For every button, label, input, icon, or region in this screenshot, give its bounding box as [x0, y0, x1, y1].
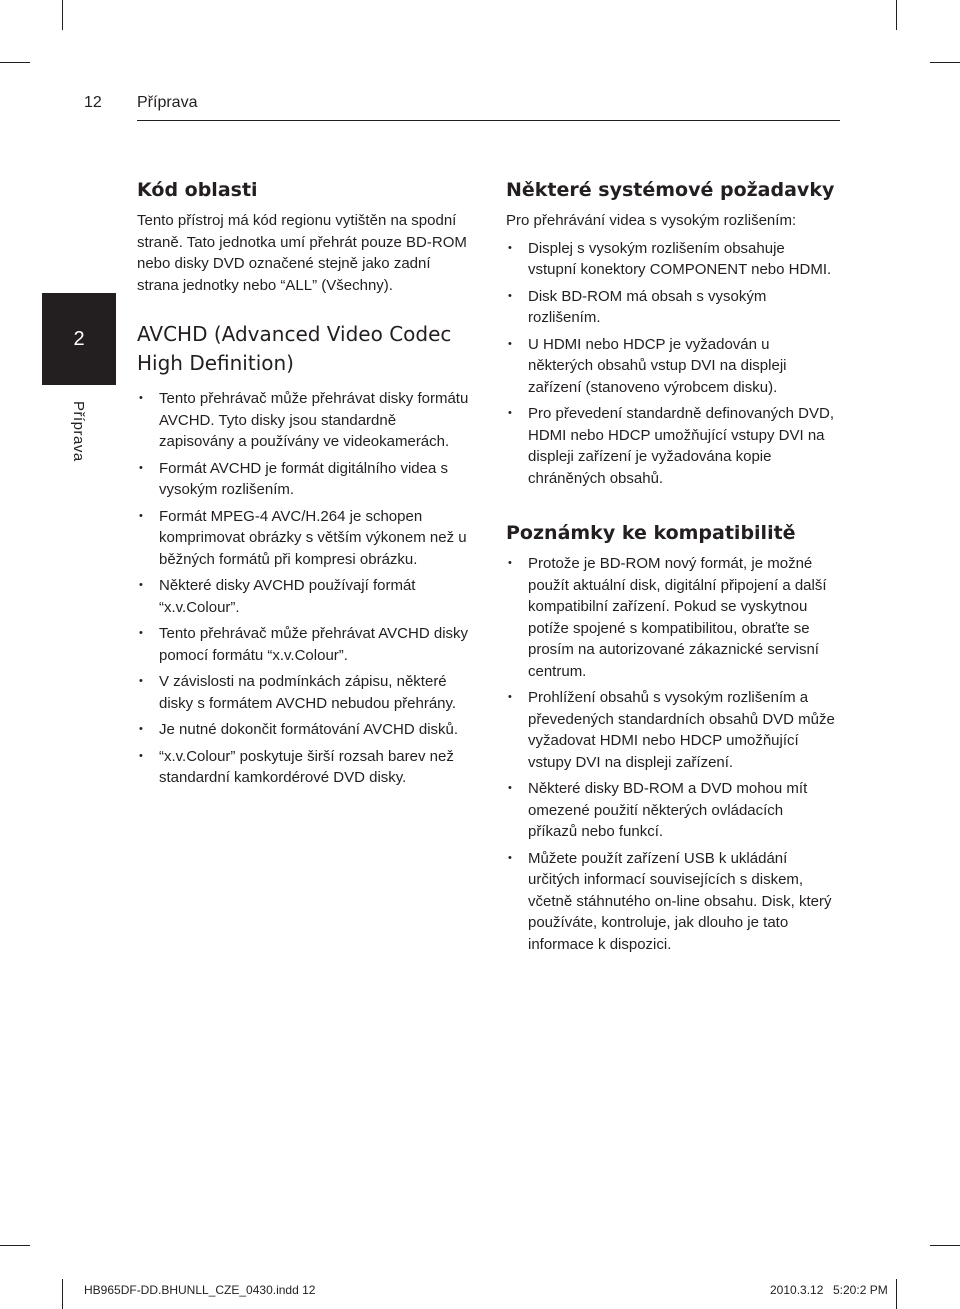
compatibility-notes-list — [506, 553, 836, 955]
list-item: • Je nutné dokončit formátování AVCHD disků. — [137, 719, 472, 741]
page-number: 12 — [84, 94, 102, 111]
list-item: • Můžete použít zařízení USB k ukládání určitých informací souvisejících s diskem, včetně stáhnutého on-line obsahu. Disk, který používáte, kontroluje, jak dlouho je tato informace k dispozici. — [506, 848, 836, 956]
crop-mark-bottom-right-v — [896, 1279, 897, 1309]
crop-mark-top-right-v — [896, 0, 897, 30]
compatibility-notes-section — [506, 519, 836, 955]
list-item: • “x.v.Colour” poskytuje širší rozsah barev než standardní kamkordérové DVD disky. — [137, 746, 472, 789]
chapter-side-tab — [42, 293, 116, 465]
left-column — [137, 176, 472, 813]
avchd-heading: AVCHD (Advanced Video Codec High Definition) — [137, 322, 452, 375]
list-item: • Tento přehrávač může přehrávat disky formátu AVCHD. Tyto disky jsou standardně zapisovány a používány ve videokamerách. — [137, 388, 472, 453]
list-item: • Displej s vysokým rozlišením obsahuje vstupní konektory COMPONENT nebo HDMI. — [506, 238, 836, 281]
footer-date: 2010.3.12 — [770, 1283, 824, 1297]
list-item: • Některé disky BD-ROM a DVD mohou mít omezené použití některých ovládacích příkazů nebo funkcí. — [506, 778, 836, 843]
list-item: • Formát AVCHD je formát digitálního videa s vysokým rozlišením. — [137, 458, 472, 501]
chapter-number: 2 — [42, 293, 116, 385]
list-item: • Protože je BD-ROM nový formát, je možné použít aktuální disk, digitální připojení a další kompatibilní zařízení. Pokud se vyskytnou potíže spojené s kompatibilitou, obraťte se prosím na autorizované zákaznické servisní centrum. — [506, 553, 836, 682]
compatibility-notes-heading: Poznámky ke kompatibilitě — [506, 522, 796, 544]
right-column — [506, 176, 836, 979]
crop-mark-bottom-right-h — [930, 1245, 960, 1246]
list-item: • Tento přehrávač může přehrávat AVCHD disky pomocí formátu “x.v.Colour”. — [137, 623, 472, 666]
system-requirements-intro: Pro přehrávání videa s vysokým rozlišením: — [506, 212, 797, 229]
region-code-section — [137, 176, 472, 296]
footer-time: 5:20:2 PM — [833, 1283, 888, 1297]
crop-mark-bottom-left-h — [0, 1245, 30, 1246]
header-rule — [137, 120, 840, 121]
region-code-body: Tento přístroj má kód regionu vytištěn na spodní straně. Tato jednotka umí přehrát pouze BD-ROM nebo disky DVD označené stejně jako zadní strana jednotky nebo “ALL” (Všechny). — [137, 212, 467, 294]
system-requirements-heading: Některé systémové požadavky — [506, 179, 835, 201]
region-code-heading: Kód oblasti — [137, 179, 258, 201]
list-item: • V závislosti na podmínkách zápisu, některé disky s formátem AVCHD nebudou přehrány. — [137, 671, 472, 714]
system-requirements-list — [506, 238, 836, 490]
footer-file-name: HB965DF-DD.BHUNLL_CZE_0430.indd 12 — [84, 1283, 316, 1297]
crop-mark-top-left-v — [62, 0, 63, 30]
list-item: • Pro převedení standardně definovaných DVD, HDMI nebo HDCP umožňující vstupy DVI na displeji zařízení je vyžadována kopie chráněných obsahů. — [506, 403, 836, 489]
chapter-title: Příprava — [137, 94, 198, 111]
list-item: • U HDMI nebo HDCP je vyžadován u některých obsahů vstup DVI na displeji zařízení (stanoveno výrobcem disku). — [506, 334, 836, 399]
list-item: • Formát MPEG-4 AVC/H.264 je schopen komprimovat obrázky s větším výkonem než u běžných formátů při kompresi obrázku. — [137, 506, 472, 571]
avchd-list — [137, 388, 472, 789]
crop-mark-top-right-h — [930, 62, 960, 63]
list-item: • Prohlížení obsahů s vysokým rozlišením a převedených standardních obsahů DVD může vyžadovat HDMI nebo HDCP umožňující vstupy DVI na displeji zařízení. — [506, 687, 836, 773]
chapter-side-label: Příprava — [70, 401, 87, 462]
avchd-section — [137, 320, 472, 789]
list-item: • Některé disky AVCHD používají formát “x.v.Colour”. — [137, 575, 472, 618]
system-requirements-section — [506, 176, 836, 489]
list-item: • Disk BD-ROM má obsah s vysokým rozlišením. — [506, 286, 836, 329]
crop-mark-bottom-left-v — [62, 1279, 63, 1309]
crop-mark-top-left-h — [0, 62, 30, 63]
